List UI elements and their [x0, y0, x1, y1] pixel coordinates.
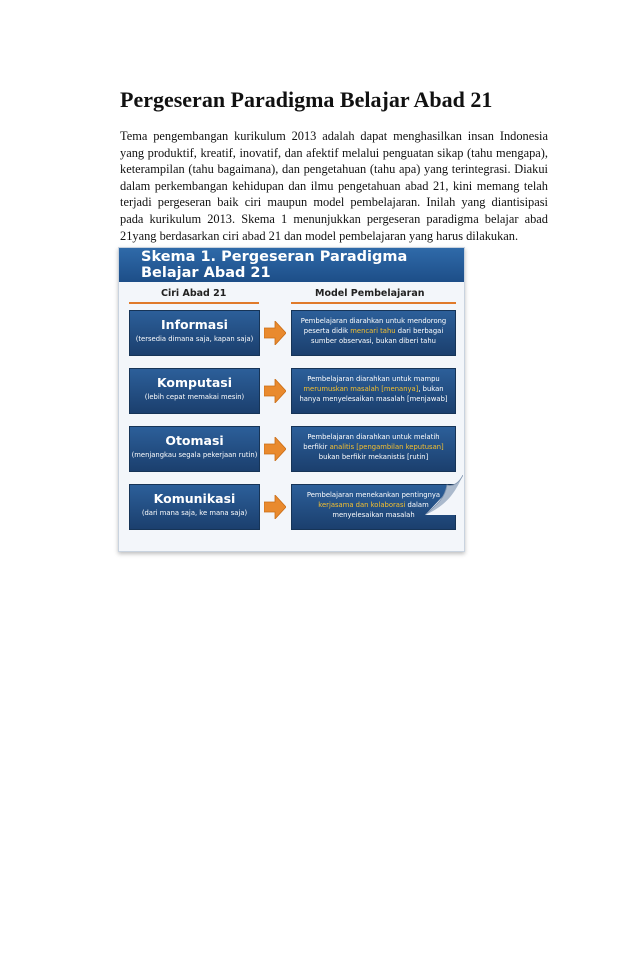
model-box [291, 310, 456, 356]
intro-paragraph [120, 128, 548, 244]
model-text: Pembelajaran diarahkan untuk mendorong [300, 317, 447, 325]
characteristic-subtitle: (lebih cepat memakai mesin) [144, 393, 245, 401]
characteristic-box [129, 426, 260, 472]
characteristic-box [129, 484, 260, 530]
scheme-row-komunikasi [119, 484, 464, 536]
model-text-line [292, 326, 455, 336]
model-text: , bukan [418, 385, 444, 393]
scheme-row-otomasi [119, 426, 464, 478]
figure-header: Skema 1. Pergeseran Paradigma Belajar Abad 21 [119, 248, 464, 282]
model-text-line [292, 374, 455, 384]
characteristic-title: Informasi [161, 317, 228, 332]
model-box [291, 426, 456, 472]
model-text: hanya menyelesaikan masalah [menjawab] [299, 395, 448, 403]
model-text: peserta didik [303, 327, 351, 335]
model-text: Pembelajaran menekankan pentingnya [306, 491, 441, 499]
model-text: berfikir [303, 443, 330, 451]
model-text-line [292, 316, 455, 326]
paragraph-line: 21yang berdasarkan ciri abad 21 dan model pembelajaran yang harus dilakukan. [120, 228, 519, 243]
model-text: dalam [405, 501, 429, 509]
characteristic-title: Otomasi [165, 433, 224, 448]
model-text: dari berbagai [395, 327, 444, 335]
paragraph-line: Tema pengembangan kurikulum 2013 adalah dapat menghasilkan insan Indonesia [120, 129, 548, 143]
arrow-right-icon [264, 495, 286, 519]
paragraph-line: yang produktif, kreatif, inovatif, dan afektif melalui penguatan sikap (tahu mengapa), [120, 145, 548, 160]
characteristic-subtitle: (menjangkau segala pekerjaan rutin) [131, 451, 258, 459]
page-title: Pergeseran Paradigma Belajar Abad 21 [120, 87, 493, 112]
column-heading-model: Model Pembelajaran [315, 288, 425, 299]
model-text-line [292, 336, 455, 346]
highlight-text: mencari tahu [350, 327, 396, 335]
characteristic-title: Komunikasi [153, 491, 236, 506]
page-curl-decoration [425, 475, 463, 515]
highlight-text: kerjasama dan kolaborasi [318, 501, 406, 509]
model-text-line [292, 432, 455, 442]
model-text-line [292, 394, 455, 404]
model-text: Pembelajaran diarahkan untuk mampu [307, 375, 440, 383]
characteristic-subtitle: (dari mana saja, ke mana saja) [141, 509, 248, 517]
scheme-figure [118, 247, 465, 552]
highlight-text: analitis [pengambilan keputusan] [329, 443, 444, 451]
arrow-right-icon [264, 437, 286, 461]
scheme-row-informasi [119, 310, 464, 362]
highlight-text: merumuskan masalah [menanya] [303, 385, 419, 393]
column-divider [291, 302, 456, 304]
characteristic-title: Komputasi [156, 375, 233, 390]
model-text-line [292, 384, 455, 394]
model-text: sumber observasi, bukan diberi tahu [311, 337, 436, 345]
model-text: bukan berfikir mekanistis [rutin] [318, 453, 429, 461]
paragraph-line: terjadi pergeseran baik ciri maupun model pembelajaran. Inilah yang diantisipasi [120, 195, 548, 210]
model-text-line [292, 442, 455, 452]
paragraph-line: pada kurikulum 2013. Skema 1 menunjukkan pergeseran paradigma belajar abad [120, 211, 548, 226]
model-text: Pembelajaran diarahkan untuk melatih [307, 433, 440, 441]
model-text: menyelesaikan masalah [332, 511, 415, 519]
characteristic-subtitle: (tersedia dimana saja, kapan saja) [135, 335, 254, 343]
model-text-line [292, 452, 455, 462]
arrow-right-icon [264, 321, 286, 345]
arrow-right-icon [264, 379, 286, 403]
model-box [291, 368, 456, 414]
column-divider [129, 302, 259, 304]
scheme-row-komputasi [119, 368, 464, 420]
characteristic-box [129, 310, 260, 356]
paragraph-line: dalam perkembangan kehidupan dan ilmu pengetahuan abad 21, kini memang telah [120, 178, 548, 193]
column-heading-ciri: Ciri Abad 21 [161, 288, 227, 299]
characteristic-box [129, 368, 260, 414]
paragraph-line: keterampilan (tahu bagaimana), dan pengetahuan (tahu apa) yang terintegrasi. Diakui [120, 162, 548, 177]
